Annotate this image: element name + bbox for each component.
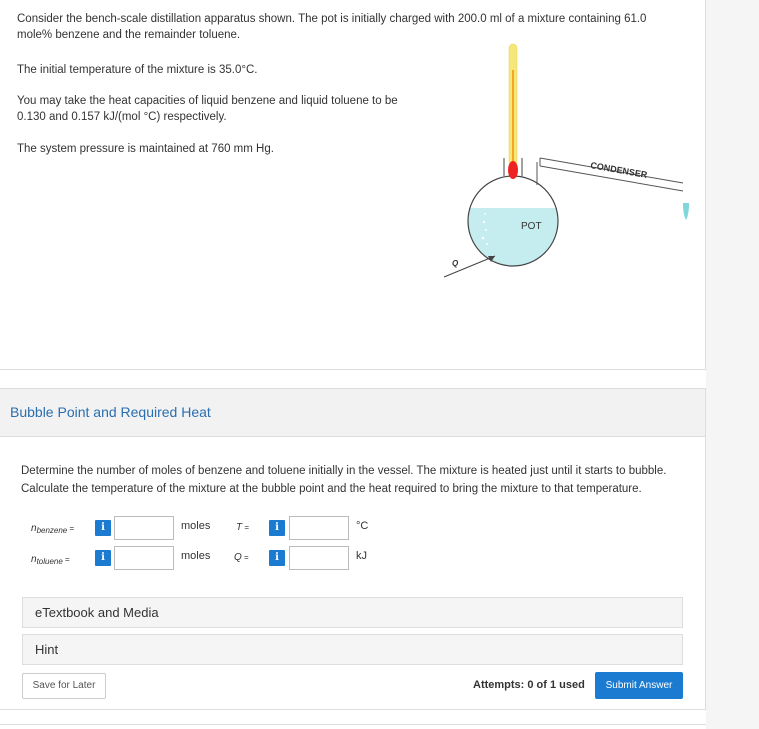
n-benzene-subscript: benzene bbox=[36, 526, 68, 535]
heat-capacities-text: You may take the heat capacities of liquid benzene and liquid toluene to be 0.130 and 0.157 kJ/(mol °C) respectively. bbox=[17, 95, 398, 123]
q-answer-label bbox=[234, 552, 249, 563]
pot-label: POT bbox=[521, 221, 542, 232]
q-input[interactable] bbox=[289, 546, 349, 570]
submit-answer-button[interactable]: Submit Answer bbox=[595, 672, 683, 699]
q-unit: kJ bbox=[356, 550, 367, 562]
etextbook-media-link[interactable]: eTextbook and Media bbox=[22, 597, 683, 628]
liquid-fill bbox=[468, 208, 558, 268]
n-toluene-info-icon[interactable]: i bbox=[95, 550, 111, 566]
n-toluene-symbol: n bbox=[31, 554, 37, 565]
thermometer-column bbox=[512, 70, 514, 165]
q-label: Q bbox=[452, 259, 459, 268]
n-benzene-symbol: n bbox=[31, 523, 37, 534]
n-benzene-unit: moles bbox=[181, 520, 211, 532]
q-info-icon[interactable]: i bbox=[269, 550, 285, 566]
n-benzene-equals: = bbox=[67, 524, 75, 533]
q-symbol: Q bbox=[234, 552, 242, 563]
section-title: Bubble Point and Required Heat bbox=[10, 404, 211, 420]
n-toluene-equals: = bbox=[62, 555, 70, 564]
t-symbol: T bbox=[236, 522, 243, 533]
thermometer-bulb bbox=[508, 161, 518, 179]
n-toluene-subscript: toluene bbox=[36, 557, 63, 566]
n-toluene-input[interactable] bbox=[114, 546, 174, 570]
t-info-icon[interactable]: i bbox=[269, 520, 285, 536]
n-toluene-unit: moles bbox=[181, 550, 211, 562]
save-for-later-button[interactable]: Save for Later bbox=[22, 673, 106, 699]
n-benzene-info-icon[interactable]: i bbox=[95, 520, 111, 536]
attempts-counter: Attempts: 0 of 1 used bbox=[473, 679, 585, 691]
condenser-label: CONDENSER bbox=[589, 160, 649, 180]
t-unit: °C bbox=[356, 520, 369, 532]
problem-card bbox=[0, 0, 706, 370]
q-equals: = bbox=[241, 553, 249, 562]
hint-link[interactable]: Hint bbox=[22, 634, 683, 665]
condensate-drop bbox=[683, 203, 689, 220]
question-card bbox=[0, 388, 706, 710]
n-benzene-input[interactable] bbox=[114, 516, 174, 540]
t-input[interactable] bbox=[289, 516, 349, 540]
t-equals: = bbox=[242, 523, 250, 532]
problem-intro: Consider the bench-scale distillation apparatus shown. The pot is initially charged with 200.0 ml of a mixture containing 61.0 mole% benzene and the remainder toluene. bbox=[17, 13, 647, 41]
pressure-text: The system pressure is maintained at 760 mm Hg. bbox=[17, 143, 274, 155]
right-gutter bbox=[706, 0, 759, 729]
page-divider bbox=[0, 724, 706, 725]
t-label bbox=[236, 522, 249, 533]
section-header bbox=[0, 389, 705, 437]
n-benzene-label bbox=[31, 523, 74, 535]
n-toluene-label bbox=[31, 554, 70, 566]
initial-temperature-text: The initial temperature of the mixture is 35.0°C. bbox=[17, 64, 258, 76]
question-text: Determine the number of moles of benzene and toluene initially in the vessel. The mixture is heated just until it starts to bubble. Calculate the temperature of the mixture at the bubble point and the heat required to bring the mixture to that temperature. bbox=[21, 465, 667, 495]
distillation-apparatus-diagram bbox=[430, 40, 700, 290]
